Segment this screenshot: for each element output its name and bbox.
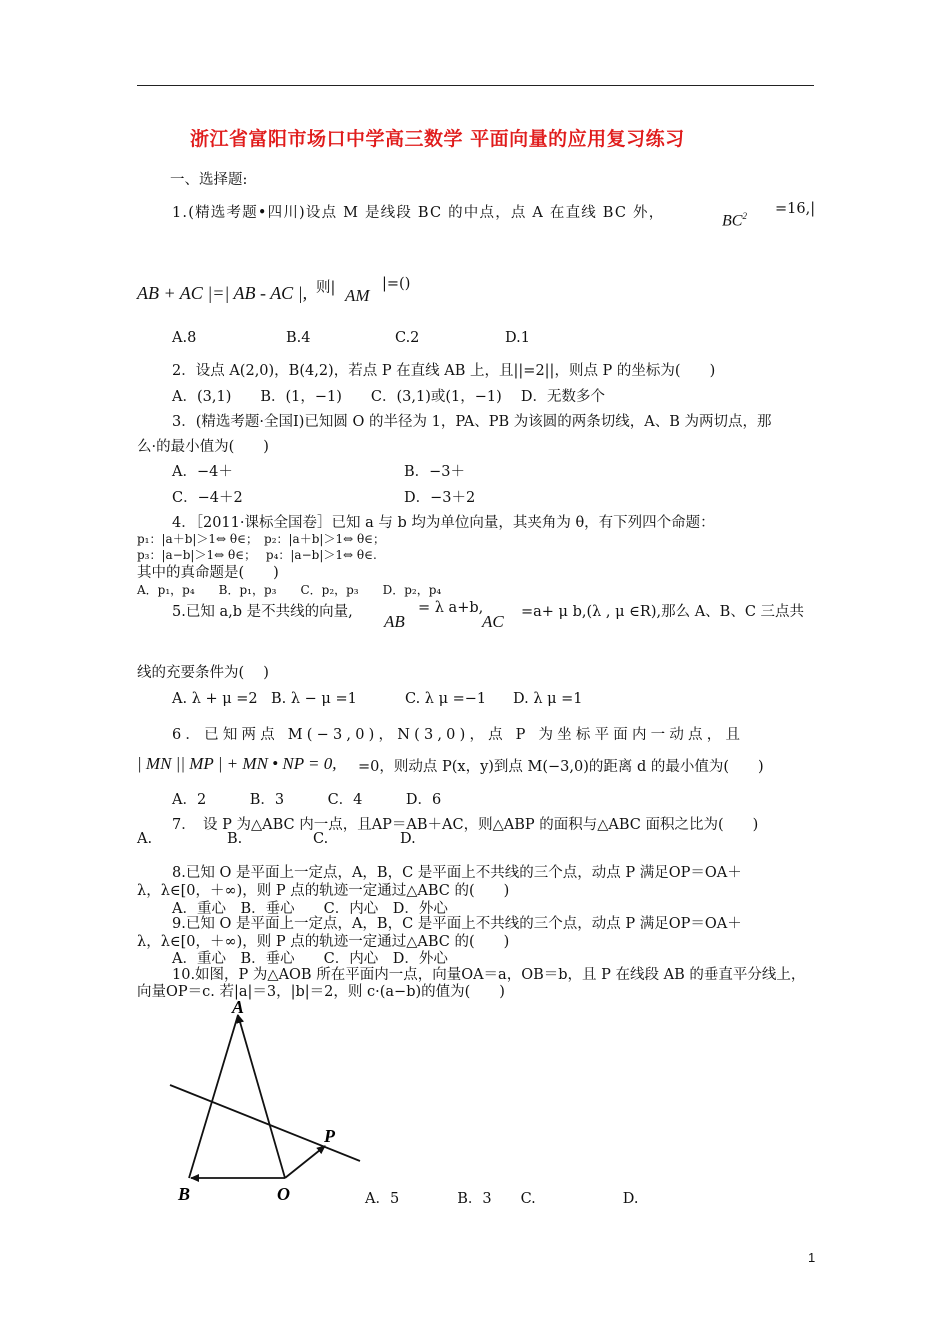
q1-expression: AB + AC |=| AB - AC |,	[137, 283, 308, 303]
q3-option-c: C．−4＋2	[172, 490, 243, 506]
q1-option-d: D.1	[505, 330, 530, 346]
q4-propositions-p1-p2: p₁：|a＋b|＞1⇔ θ∈； p₂：|a＋b|＞1⇔ θ∈；	[137, 532, 386, 546]
vector-oa-line	[238, 1015, 285, 1178]
q3-option-b: B．−3＋	[404, 464, 466, 480]
q6-options: A．2 B．3 C．4 D．6	[172, 792, 442, 808]
label-b: B	[178, 1184, 191, 1204]
q6-vector-expression: | MN || MP | + MN • NP = 0,	[137, 754, 337, 773]
perpendicular-bisector-line	[170, 1085, 360, 1161]
q3-option-d: D．−3＋2	[404, 490, 476, 506]
q1-eq16: =16,|	[775, 201, 816, 217]
q8-line1: 8.已知 O 是平面上一定点，A，B，C 是平面上不共线的三个点，动点 P 满足OP＝OA＋	[172, 865, 742, 881]
q8-line2: λ，λ∈[0，＋∞)，则 P 点的轨迹一定通过△ABC 的( )	[137, 883, 510, 899]
q1-option-b: B.4	[286, 330, 311, 346]
q4-line3: 其中的真命题是( )	[137, 565, 279, 581]
q5-equation: = λ a+b,	[418, 600, 484, 616]
q4-options: A．p₁，p₄ B．p₁，p₃ C．p₂，p₃ D．p₂，p₄	[137, 583, 442, 597]
q4-propositions-p3-p4: p₃：|a−b|＞1⇔ θ∈； p₄：|a−b|＞1⇔ θ∈.	[137, 548, 377, 562]
q10-options: A．5 B．3 C. D.	[365, 1191, 639, 1207]
q3-line1: 3．(精选考题·全国Ⅰ)已知圆 O 的半径为 1，PA、PB 为该圆的两条切线，A、B 为两切点，那	[172, 414, 772, 430]
q5-line1-a: 5.已知 a,b 是不共线的向量,	[172, 604, 353, 620]
label-p: P	[324, 1126, 335, 1146]
q1-tail: |=()	[382, 276, 411, 292]
q9-line1: 9.已知 O 是平面上一定点，A，B，C 是平面上不共线的三个点，动点 P 满足OP＝OA＋	[172, 916, 742, 932]
q7-line: 7． 设 P 为△ABC 内一点，且AP＝AB＋AC，则△ABP 的面积与△ABC 面积之比为( )	[172, 817, 759, 833]
q9-line2: λ，λ∈[0，＋∞)，则 P 点的轨迹一定通过△ABC 的( )	[137, 934, 510, 950]
q7-option-d: D.	[400, 831, 416, 847]
q10-line1: 10.如图，P 为△AOB 所在平面内一点，向量OA＝a，OB＝b，且 P 在线段 AB 的垂直平分线上，	[172, 967, 806, 983]
q5-option-d: D. λ μ =1	[513, 691, 583, 707]
q5-line1-b: =a+ μ b,(λ , μ ∈R),那么 A、B、C 三点共	[521, 604, 805, 620]
q3-line2: 么·的最小值为( )	[137, 439, 269, 455]
q5-option-a: A. λ + μ =2	[172, 691, 258, 707]
q9-options: A．重心 B．垂心 C．内心 D．外心	[172, 951, 448, 967]
q1-am-vector: AM	[345, 286, 370, 305]
q10-triangle-figure	[160, 995, 380, 1210]
q7-option-b: B.	[227, 831, 243, 847]
q1-bc-vector: $BC^2$	[722, 211, 747, 230]
page-title: 浙江省富阳市场口中学高三数学 平面向量的应用复习练习	[190, 128, 685, 150]
q8-options: A．重心 B．垂心 C．内心 D．外心	[172, 901, 448, 917]
q5-ac-vector: AC	[482, 612, 504, 631]
q10-line2: 向量OP＝c. 若|a|＝3，|b|＝2，则 c·(a−b)的值为( )	[137, 984, 505, 1000]
q7-option-a: A.	[137, 831, 153, 847]
q1-option-c: C.2	[395, 330, 420, 346]
vector-op-line	[285, 1146, 325, 1178]
q7-option-c: C.	[313, 831, 329, 847]
page-number: 1	[808, 1250, 816, 1265]
q5-ab-vector: AB	[384, 612, 405, 631]
section-heading: 一、选择题:	[170, 172, 248, 188]
q2-line: 2．设点 A(2,0)，B(4,2)，若点 P 在直线 AB 上，且||=2||，则点 P 的坐标为( )	[172, 363, 716, 379]
q5-line2: 线的充要条件为( )	[137, 665, 269, 681]
label-o: O	[277, 1184, 290, 1204]
q2-options: A．(3,1) B．(1，−1) C．(3,1)或(1，−1) D．无数多个	[172, 389, 606, 405]
q1-then: 则|	[316, 280, 336, 296]
q6-line1: 6．已知两点 M(−3,0)，N(3,0)，点 P 为坐标平面内一动点，且	[172, 727, 745, 743]
top-rule	[137, 85, 814, 86]
label-a: A	[232, 997, 245, 1017]
q1-option-a: A.8	[172, 330, 197, 346]
q3-option-a: A．−4＋	[172, 464, 233, 480]
q4-line1: 4．［2011·课标全国卷］已知 a 与 b 均为单位向量，其夹角为 θ，有下列四个命题：	[172, 515, 715, 531]
q5-option-c: C. λ μ =−1	[405, 691, 487, 707]
q1-line1: 1.(精选考题•四川)设点 M 是线段 BC 的中点，点 A 在直线 BC 外，	[172, 205, 665, 221]
q6-tail: =0，则动点 P(x，y)到点 M(−3,0)的距离 d 的最小值为( )	[358, 759, 764, 775]
q5-option-b: B. λ − μ =1	[271, 691, 357, 707]
